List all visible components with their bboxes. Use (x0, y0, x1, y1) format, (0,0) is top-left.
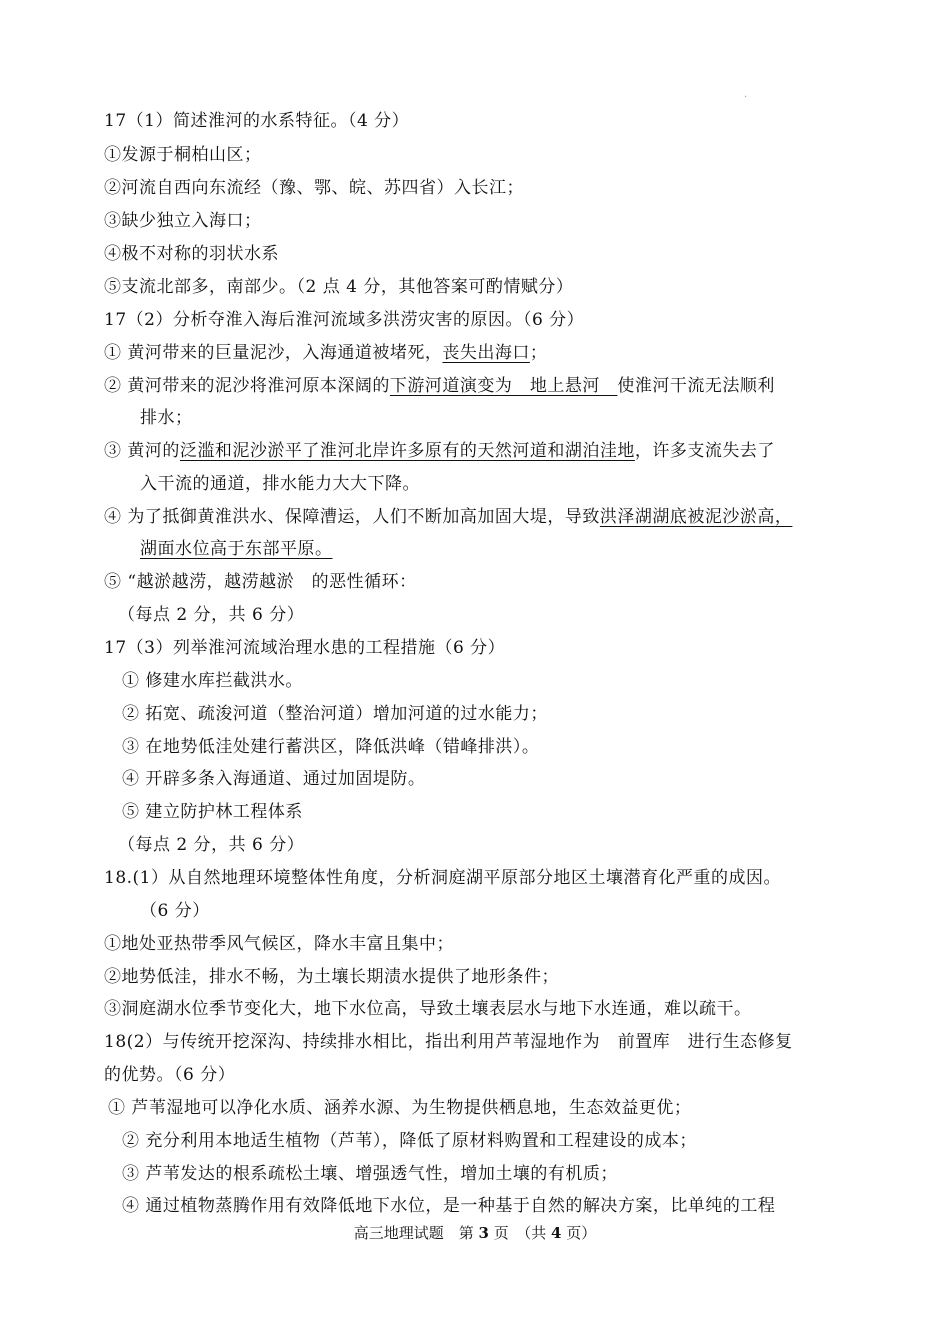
q17-2-score: （每点 2 分，共 6 分） (118, 605, 305, 625)
q17-3-item-1: ① 修建水库拦截洪水。 (122, 671, 303, 691)
q17-2-item-3-cont: 入干流的通道，排水能力大大下降。 (140, 474, 420, 494)
q17-3-item-4: ④ 开辟多条入海通道、通过加固堤防。 (122, 769, 426, 789)
q17-2-item-3 (104, 440, 775, 462)
q17-1-item-2: ②河流自西向东流经（豫、鄂、皖、苏四省）入长江； (104, 178, 524, 198)
q17-2-item-2 (104, 375, 775, 397)
q17-2-item-3-underline: 泛滥和泥沙淤平了淮河北岸许多原有的天然河道和湖泊洼地 (179, 441, 635, 461)
q17-2-item-4 (104, 506, 792, 528)
q18-2-item-3: ③ 芦苇发达的根系疏松土壤、增强透气性，增加土壤的有机质； (122, 1164, 618, 1184)
footer-total-pages: 4 (551, 1224, 562, 1242)
q17-2-item-5: ⑤ “越淤越涝，越涝越淤 的恶性循环： (104, 572, 417, 592)
q17-3-item-2: ② 拓宽、疏浚河道（整治河道）增加河道的过水能力； (122, 704, 548, 724)
q17-3-title: 17（3）列举淮河流域治理水患的工程措施（6 分） (104, 638, 506, 658)
q18-1-item-1: ①地处亚热带季风气候区，降水丰富且集中； (104, 934, 454, 954)
corner-dot: . (744, 89, 748, 100)
q17-2-item-2-text: ② 黄河带来的泥沙将淮河原本深阔的 (104, 376, 390, 396)
q18-1-title-cont: （6 分） (140, 901, 210, 921)
q17-1-item-4: ④极不对称的羽状水系 (104, 244, 279, 264)
q17-2-item-2-cont: 排水； (140, 408, 193, 428)
footer-middle: 页 （共 (488, 1224, 552, 1242)
q17-2-item-2-underline: 下游河道演变为 地上悬河 (389, 376, 618, 396)
q18-1-item-2: ②地势低洼，排水不畅，为土壤长期渍水提供了地形条件； (104, 967, 559, 987)
q17-2-title: 17（2）分析夺淮入海后淮河流域多洪涝灾害的原因。（6 分） (104, 310, 585, 330)
q18-2-item-2: ② 充分利用本地适生植物（芦苇），降低了原材料购置和工程建设的成本； (122, 1131, 697, 1151)
q18-2-item-1: ① 芦苇湿地可以净化水质、涵养水源、为生物提供栖息地，生态效益更优； (108, 1098, 692, 1118)
q17-1-item-1: ①发源于桐柏山区； (104, 145, 262, 165)
q17-2-item-3-end: ，许多支流失去了 (634, 441, 775, 461)
footer-prefix: 高三地理试题 第 (353, 1224, 479, 1242)
q17-1-title: 17（1）简述淮河的水系特征。（4 分） (104, 111, 410, 131)
footer-page-number: 3 (478, 1224, 489, 1242)
q17-2-item-4-underline: 洪泽湖湖底被泥沙淤高， (599, 507, 793, 527)
q17-2-item-1-text: ① 黄河带来的巨量泥沙，入海通道被堵死， (104, 343, 443, 363)
q17-2-item-2-end: 使淮河干流无法顺利 (617, 376, 775, 396)
q18-2-item-4: ④ 通过植物蒸腾作用有效降低地下水位，是一种基于自然的解决方案，比单纯的工程 (122, 1196, 776, 1216)
q18-1-title: 18.(1）从自然地理环境整体性角度，分析洞庭湖平原部分地区土壤潜育化严重的成因。 (104, 868, 781, 888)
q17-2-item-4-cont: 湖面水位高于东部平原。 (140, 539, 333, 559)
q17-2-item-1-underline: 丧失出海口 (442, 343, 530, 363)
q17-3-item-3: ③ 在地势低洼处建行蓄洪区，降低洪峰（错峰排洪）。 (122, 737, 540, 757)
q17-2-item-3-text: ③ 黄河的 (104, 441, 180, 461)
q17-1-item-5: ⑤支流北部多，南部少。（2 点 4 分，其他答案可酌情赋分） (104, 277, 574, 297)
footer-suffix: 页） (561, 1224, 597, 1242)
q17-2-item-1-end: ； (529, 343, 548, 363)
q17-2-item-4-text: ④ 为了抵御黄淮洪水、保障漕运，人们不断加高加固大堤，导致 (104, 507, 600, 527)
q18-2-title-cont: 的优势。（6 分） (104, 1065, 236, 1085)
q18-2-title: 18(2）与传统开挖深沟、持续排水相比，指出利用芦苇湿地作为 前置库 进行生态修复 (104, 1032, 793, 1052)
q17-3-item-5: ⑤ 建立防护林工程体系 (122, 802, 303, 822)
q17-3-score: （每点 2 分，共 6 分） (118, 835, 305, 855)
q18-1-item-3: ③洞庭湖水位季节变化大，地下水位高，导致土壤表层水与地下水连通，难以疏干。 (104, 999, 752, 1019)
q17-2-item-1 (104, 342, 547, 364)
q17-1-item-3: ③缺少独立入海口； (104, 211, 262, 231)
page-footer (0, 1222, 950, 1244)
